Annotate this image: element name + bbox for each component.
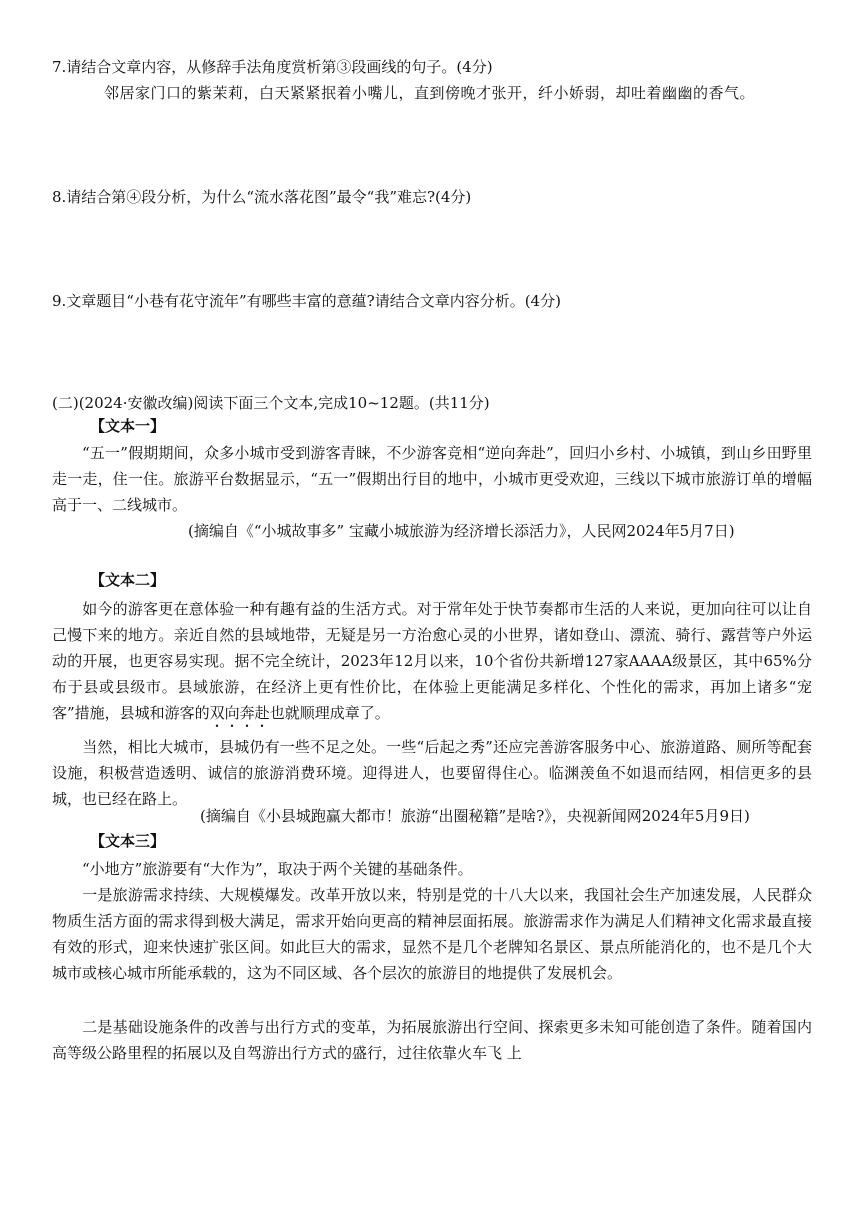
text3-title: 【文本三】 (90, 832, 166, 850)
section-header: (二)(2024·安徽改编)阅读下面三个文本,完成10~12题。(共11分) (52, 394, 490, 412)
text3-para3-text: 二是基础设施条件的改善与出行方式的变革，为拓展旅游出行空间、探索更多未知可能创造了条件。随着国内高等级公路里程的拓展以及自驾游出行方式的盛行，过往依靠火车飞 上 (52, 1018, 812, 1062)
text2-title: 【文本二】 (90, 571, 166, 589)
text2-paragraph-1 (52, 596, 812, 731)
text3-para2-text: 一是旅游需求持续、大规模爆发。改革开放以来，特别是党的十八大以来，我国社会生产加速发展，人民群众物质生活方面的需求得到极大满足，需求开始向更高的精神层面拓展。旅游需求作为满足人们精神文化需求最直接有效的形式，迎来快速扩张区间。如此巨大的需求，显然不是几个老牌知名景区、景点所能消化的，也不是几个大城市或核心城市所能承载的，这为不同区域、各个层次的旅游目的地提供了发展机会。 (52, 886, 812, 982)
text3-paragraph-1 (52, 856, 812, 882)
text2-para1-a: 如今的游客更在意体验一种有趣有益的生活方式。对于常年处于快节奏都市生活的人来说，更加向往可以让自己慢下来的地方。亲近自然的县域地带，无疑是另一方治愈心灵的小世界，诸如登山、漂流、骑行、露营等户外运动的开展，也更容易实现。据不完全统计，2023年12月以来，10个省份共新增127家AAAA级景区，其中65%分布于县或县级市。县域旅游，在经济上更有性价比，在体验上更能满足多样化、个性化的需求，再加上诸多“宠客”措施，县城和游客的 (52, 600, 812, 722)
text2-paragraph-2 (52, 734, 812, 812)
text2-para2-text: 当然，相比大城市，县城仍有一些不足之处。一些“后起之秀”还应完善游客服务中心、旅游道路、厕所等配套设施，积极营造透明、诚信的旅游消费环境。迎得进人，也要留得住心。临渊羡鱼不如退而结网，相信更多的县城，也已经在路上。 (52, 738, 812, 808)
text2-para1-b: 也就顺理成章了。 (269, 704, 390, 722)
quoted-sentence: 邻居家门口的紫茉莉，白天紧紧抿着小嘴儿，直到傍晚才张开，纤小娇弱，却吐着幽幽的香气。 (104, 84, 756, 102)
question-7: 7.请结合文章内容，从修辞手法角度赏析第③段画线的句子。(4分) (52, 58, 493, 76)
text3-paragraph-2 (52, 882, 812, 986)
text1-title: 【文本一】 (90, 417, 166, 435)
text3-para1-text: “小地方”旅游要有“大作为”，取决于两个关键的基础条件。 (82, 860, 473, 878)
text1-source: (摘编自《“小城故事多” 宝藏小城旅游为经济增长添活力》，人民网2024年5月7日) (188, 522, 735, 540)
emphasized-phrase: 双向奔赴 (209, 704, 270, 722)
text1-paragraph-text: “五一”假期期间，众多小城市受到游客青睐，不少游客竞相“逆向奔赴”，回归小乡村、小城镇，到山乡田野里走一走，住一住。旅游平台数据显示，“五一”假期出行目的地中，小城市更受欢迎，三线以下城市旅游订单的增幅高于一、二线城市。 (52, 444, 812, 514)
text1-paragraph (52, 440, 812, 518)
text3-paragraph-3 (52, 1014, 812, 1066)
question-8: 8.请结合第④段分析，为什么“流水落花图”最令“我”难忘?(4分) (52, 188, 472, 206)
question-9: 9.文章题目“小巷有花守流年”有哪些丰富的意蕴?请结合文章内容分析。(4分) (52, 292, 561, 310)
text2-source: (摘编自《小县城跑赢大都市！旅游“出圈秘籍”是啥?》，央视新闻网2024年5月9日) (200, 807, 750, 825)
